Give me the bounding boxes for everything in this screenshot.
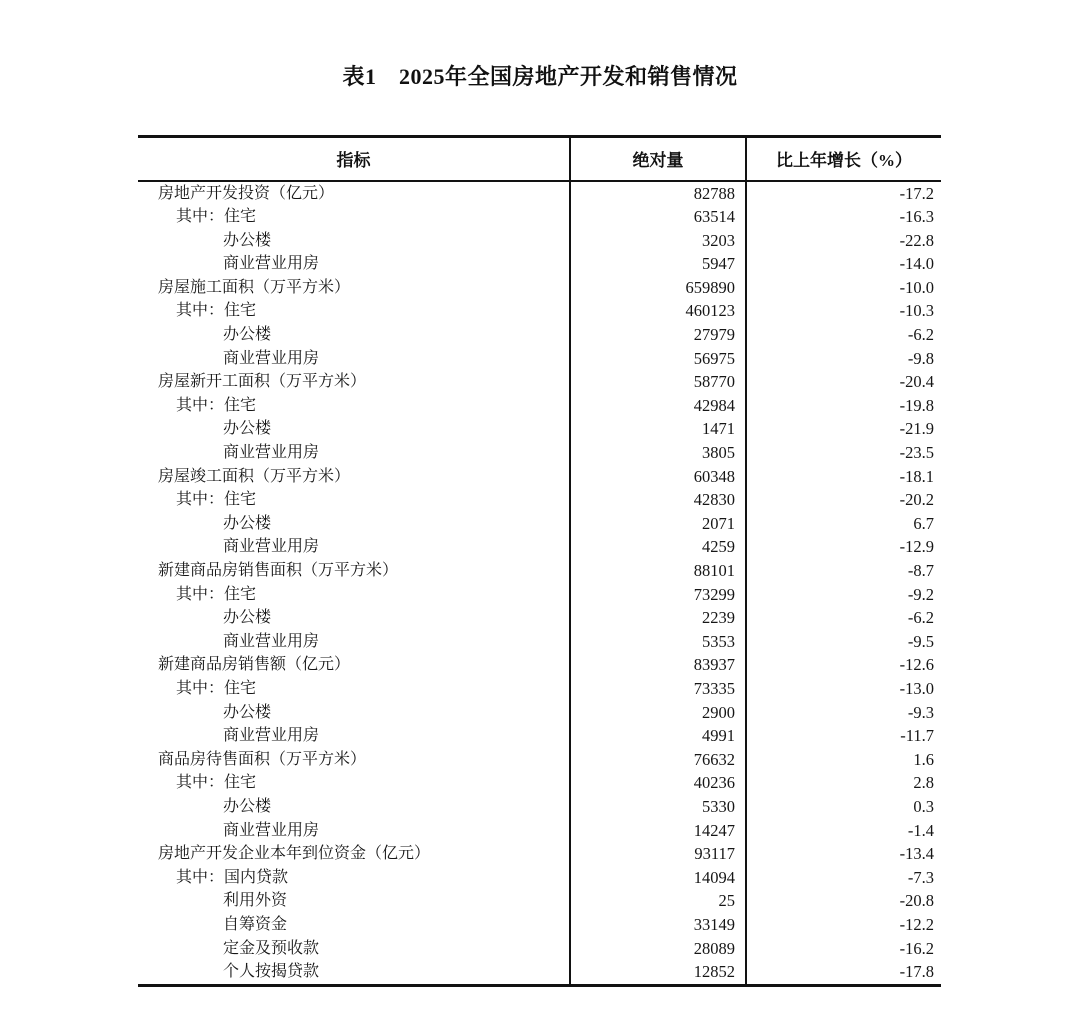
value-cell: 56975 xyxy=(570,347,746,371)
value-cell: 60348 xyxy=(570,465,746,489)
value-cell: 4991 xyxy=(570,724,746,748)
growth-cell: -9.2 xyxy=(746,583,941,607)
indicator-cell: 自筹资金 xyxy=(223,915,288,933)
table-row xyxy=(138,347,941,371)
value-cell: 83937 xyxy=(570,653,746,677)
value-cell: 2239 xyxy=(570,606,746,630)
value-cell: 63514 xyxy=(570,205,746,229)
value-cell: 2900 xyxy=(570,701,746,725)
table-header xyxy=(138,137,941,181)
growth-cell: -13.4 xyxy=(746,842,941,866)
growth-cell: -17.8 xyxy=(746,960,941,985)
table-row xyxy=(138,606,941,630)
growth-cell: 2.8 xyxy=(746,771,941,795)
value-cell: 14094 xyxy=(570,866,746,890)
growth-cell: -17.2 xyxy=(746,181,941,206)
value-cell: 58770 xyxy=(570,370,746,394)
growth-cell: 6.7 xyxy=(746,512,941,536)
table-row xyxy=(138,795,941,819)
table-row xyxy=(138,653,941,677)
table-row xyxy=(138,488,941,512)
table-row xyxy=(138,276,941,300)
table-row xyxy=(138,441,941,465)
value-cell: 2071 xyxy=(570,512,746,536)
table-row xyxy=(138,819,941,843)
growth-cell: -9.3 xyxy=(746,701,941,725)
table-row xyxy=(138,559,941,583)
indicator-cell: 房屋新开工面积（万平方米） xyxy=(158,373,367,391)
indicator-cell: 房地产开发企业本年到位资金（亿元） xyxy=(158,845,431,863)
growth-cell: -13.0 xyxy=(746,677,941,701)
indicator-cell: 新建商品房销售面积（万平方米） xyxy=(158,562,399,579)
value-cell: 659890 xyxy=(570,276,746,300)
indicator-cell: 商业营业用房 xyxy=(223,821,320,839)
indicator-cell: 商业营业用房 xyxy=(223,538,320,556)
growth-cell: -9.5 xyxy=(746,630,941,654)
value-cell: 3805 xyxy=(570,441,746,465)
table-row xyxy=(138,889,941,913)
value-cell: 82788 xyxy=(570,181,746,206)
indicator-cell: 办公楼 xyxy=(223,326,272,344)
growth-cell: -19.8 xyxy=(746,394,941,418)
growth-cell: -16.2 xyxy=(746,937,941,961)
indicator-cell: 商品房待售面积（万平方米） xyxy=(158,750,367,768)
growth-cell: -10.3 xyxy=(746,299,941,323)
growth-cell: -10.0 xyxy=(746,276,941,300)
table-row xyxy=(138,866,941,890)
table-row xyxy=(138,252,941,276)
indicator-cell: 利用外资 xyxy=(223,892,288,910)
indicator-cell: 其中：国内贷款 xyxy=(176,868,289,886)
indicator-cell: 新建商品房销售额（亿元） xyxy=(158,656,351,674)
indicator-cell: 办公楼 xyxy=(223,231,272,249)
value-cell: 27979 xyxy=(570,323,746,347)
indicator-cell: 商业营业用房 xyxy=(223,632,320,650)
table-row xyxy=(138,724,941,748)
value-cell: 3203 xyxy=(570,229,746,253)
growth-cell: -21.9 xyxy=(746,417,941,441)
indicator-cell: 其中：住宅 xyxy=(176,585,257,603)
indicator-cell: 办公楼 xyxy=(223,420,272,438)
indicator-cell: 房地产开发投资（亿元） xyxy=(158,184,335,202)
column-header-yoy-growth: 比上年增长（%） xyxy=(746,137,941,181)
table-row xyxy=(138,229,941,253)
value-cell: 73335 xyxy=(570,677,746,701)
value-cell: 4259 xyxy=(570,535,746,559)
value-cell: 5330 xyxy=(570,795,746,819)
table-row xyxy=(138,960,941,985)
growth-cell: -14.0 xyxy=(746,252,941,276)
table-row xyxy=(138,299,941,323)
indicator-cell: 其中：住宅 xyxy=(176,774,257,792)
growth-cell: -20.8 xyxy=(746,889,941,913)
column-header-absolute-amount: 绝对量 xyxy=(570,137,746,181)
table-title: 表1 2025年全国房地产开发和销售情况 xyxy=(342,64,738,89)
indicator-cell: 商业营业用房 xyxy=(223,349,320,367)
value-cell: 40236 xyxy=(570,771,746,795)
table-row xyxy=(138,771,941,795)
value-cell: 25 xyxy=(570,889,746,913)
indicator-cell: 房屋竣工面积（万平方米） xyxy=(158,467,351,485)
table-body xyxy=(138,181,941,986)
value-cell: 42830 xyxy=(570,488,746,512)
growth-cell: -6.2 xyxy=(746,323,941,347)
growth-cell: -20.4 xyxy=(746,370,941,394)
table-row xyxy=(138,181,941,206)
table-row xyxy=(138,535,941,559)
growth-cell: -18.1 xyxy=(746,465,941,489)
table-row xyxy=(138,417,941,441)
value-cell: 76632 xyxy=(570,748,746,772)
growth-cell: -12.2 xyxy=(746,913,941,937)
table-row xyxy=(138,323,941,347)
growth-cell: -12.9 xyxy=(746,535,941,559)
value-cell: 73299 xyxy=(570,583,746,607)
indicator-cell: 办公楼 xyxy=(223,797,272,815)
table-row xyxy=(138,370,941,394)
table-row xyxy=(138,512,941,536)
growth-cell: -20.2 xyxy=(746,488,941,512)
growth-cell: -8.7 xyxy=(746,559,941,583)
growth-cell: -9.8 xyxy=(746,347,941,371)
growth-cell: -6.2 xyxy=(746,606,941,630)
statistics-table xyxy=(138,135,941,987)
indicator-cell: 其中：住宅 xyxy=(176,396,257,414)
growth-cell: 0.3 xyxy=(746,795,941,819)
table-row xyxy=(138,701,941,725)
value-cell: 5947 xyxy=(570,252,746,276)
value-cell: 93117 xyxy=(570,842,746,866)
growth-cell: -16.3 xyxy=(746,205,941,229)
value-cell: 88101 xyxy=(570,559,746,583)
growth-cell: -11.7 xyxy=(746,724,941,748)
growth-cell: -23.5 xyxy=(746,441,941,465)
table-row xyxy=(138,842,941,866)
value-cell: 12852 xyxy=(570,960,746,985)
table-row xyxy=(138,394,941,418)
indicator-cell: 其中：住宅 xyxy=(176,491,257,509)
header-row xyxy=(138,137,941,181)
indicator-cell: 房屋施工面积（万平方米） xyxy=(158,278,351,296)
table-row xyxy=(138,937,941,961)
indicator-cell: 商业营业用房 xyxy=(223,255,320,273)
indicator-cell: 其中：住宅 xyxy=(176,302,257,320)
indicator-cell: 其中：住宅 xyxy=(176,679,257,697)
indicator-cell: 办公楼 xyxy=(223,609,272,627)
indicator-cell: 商业营业用房 xyxy=(223,727,320,745)
value-cell: 1471 xyxy=(570,417,746,441)
table-row xyxy=(138,630,941,654)
column-header-indicator: 指标 xyxy=(138,137,570,181)
table-row xyxy=(138,205,941,229)
table-row xyxy=(138,913,941,937)
value-cell: 33149 xyxy=(570,913,746,937)
growth-cell: -22.8 xyxy=(746,229,941,253)
growth-cell: 1.6 xyxy=(746,748,941,772)
indicator-cell: 商业营业用房 xyxy=(223,444,320,462)
value-cell: 42984 xyxy=(570,394,746,418)
indicator-cell: 办公楼 xyxy=(223,703,272,721)
growth-cell: -7.3 xyxy=(746,866,941,890)
value-cell: 460123 xyxy=(570,299,746,323)
indicator-cell: 个人按揭贷款 xyxy=(223,963,320,981)
indicator-cell: 其中：住宅 xyxy=(176,208,257,226)
value-cell: 28089 xyxy=(570,937,746,961)
table-row xyxy=(138,677,941,701)
growth-cell: -12.6 xyxy=(746,653,941,677)
value-cell: 14247 xyxy=(570,819,746,843)
table-row xyxy=(138,465,941,489)
indicator-cell: 办公楼 xyxy=(223,514,272,532)
growth-cell: -1.4 xyxy=(746,819,941,843)
table-row xyxy=(138,748,941,772)
value-cell: 5353 xyxy=(570,630,746,654)
table-row xyxy=(138,583,941,607)
indicator-cell: 定金及预收款 xyxy=(223,939,320,957)
